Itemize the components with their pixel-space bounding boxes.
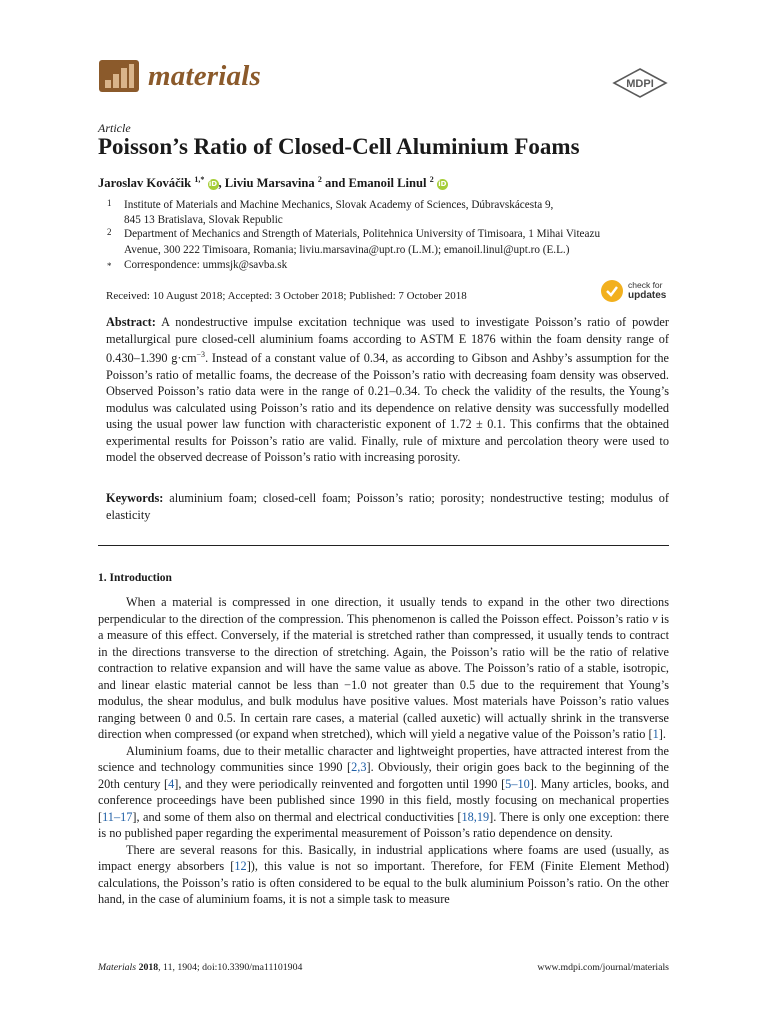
author-affiliation-mark: 2 (429, 175, 434, 184)
author-name: Emanoil Linul (348, 176, 427, 191)
author-affiliation-mark: 1,* (194, 175, 205, 184)
paragraph-text: ], and they were periodically reinvented and forgotten until 1990 [ (174, 776, 506, 791)
affiliation-mark: 1 (107, 198, 112, 208)
paragraph-text: ], and some of them also on thermal and electrical conductivities [ (132, 809, 462, 824)
paragraph-text: ]. Obviously, their origin goes back to the beginning of the 20th century [ (98, 760, 669, 791)
section-heading: 1. Introduction (98, 572, 172, 584)
affiliation-line: 845 13 Bratislava, Slovak Republic (124, 214, 283, 226)
abstract-text: A nondestructive impulse excitation technique was used to investigate Poisson’s ratio of powder metallurgical pure closed-cell aluminium foams according to ASTM E 1876 within the foam density range of 0.430–1.390 g·cm (106, 315, 669, 366)
paragraph (98, 594, 669, 743)
paragraph-text: There are several reasons for this. Basically, in industrial applications where foams are used (usually, as impact energy absorbers [ (98, 842, 669, 873)
orcid-icon[interactable]: iD (208, 180, 218, 189)
section-divider (98, 545, 669, 546)
footer-journal: Materials (98, 962, 137, 973)
affiliations (0, 196, 768, 276)
citation-link[interactable]: 2,3 (351, 760, 367, 774)
footer-doi: , 11, 1904; doi:10.3390/ma11101904 (158, 962, 303, 973)
mdpi-logo-text: MDPI (626, 78, 654, 90)
journal-logo-icon (97, 58, 141, 94)
orcid-icon[interactable]: iD (438, 180, 447, 189)
paragraph-text: When a material is compressed in one direction, it usually tends to expand in the other two directions perpendicular to the direction of the compression. This phenomenon is called the Poisson effect. Poisson’s ratio (98, 595, 669, 626)
affiliation-line: Department of Mechanics and Strength of Materials, Politehnica University of Timisoara, 1 Mihai Viteazu (124, 228, 601, 240)
introduction-body (98, 594, 669, 908)
paragraph (98, 743, 669, 842)
keywords-label: Keywords: (106, 491, 164, 505)
footer-url[interactable]: www.mdpi.com/journal/materials (537, 962, 669, 973)
citation-link[interactable]: 1 (652, 727, 659, 741)
abstract-label: Abstract: (106, 315, 156, 329)
abstract (106, 314, 669, 466)
symbol-nu: ν (652, 611, 658, 626)
affiliation-line: Institute of Materials and Machine Mechanics, Slovak Academy of Sciences, Dúbravskácesta 9, (124, 199, 554, 211)
check-for-updates-button[interactable] (601, 279, 671, 305)
check-updates-label: check for (628, 280, 663, 290)
abstract-text: . Instead of a constant value of 0.34, as according to Gibson and Ashby’s assumption for the Poisson’s ratio of metallic foams, the decrease of the Poisson’s ratio with decreasing foam density was observed. Observed Poisson’s ratio data were in the range of 0.21–0.34. To check the validity of the results, the Young’s modulus was calculated using Poisson’s ratio and its dependence on relative density was successfully modelled using the usual power law function with characteristic exponent of 1.72 ± 0.1. This confirms that the obtained experimental results for Poisson’s ratio are valid. Finally, rule of mixture and percolation theory were used to model the observed decrease of Poisson’s ratio with increasing porosity. (106, 351, 669, 465)
author-list (98, 175, 448, 191)
keywords-text: aluminium foam; closed-cell foam; Poisson’s ratio; porosity; nondestructive testing; modulus of elasticity (106, 491, 669, 522)
check-updates-icon (601, 280, 623, 302)
check-updates-label: updates (628, 290, 667, 301)
author-separator: , (218, 176, 225, 191)
citation-link[interactable]: 4 (168, 776, 175, 791)
mdpi-logo-icon (612, 68, 668, 98)
citation-link[interactable]: 11–17 (102, 809, 133, 824)
citation-link[interactable]: 18,19 (461, 809, 490, 824)
affiliation-line: Avenue, 300 222 Timisoara, Romania; liviu.marsavina@upt.ro (L.M.); emanoil.linul@upt.ro (E.L.) (124, 244, 570, 256)
author-name: Jaroslav Kováčik (98, 176, 192, 191)
article-type: Article (98, 121, 131, 135)
paragraph-text: ]), this value is not so important. Therefore, for FEM (Finite Element Method) calculations, the Poisson’s ratio is often considered to be equal to the bulk aluminium Poisson’s ratio. On the other hand, in the case of aluminium foams, it is not a simple task to measure (98, 859, 670, 906)
citation-link[interactable]: 12 (234, 859, 247, 873)
author-name: Liviu Marsavina (224, 176, 315, 191)
footer-citation (98, 962, 302, 973)
affiliation-mark: 2 (107, 227, 112, 237)
journal-name: materials (148, 60, 261, 92)
author-affiliation-mark: 2 (317, 175, 322, 184)
paragraph-text: ]. There is only one exception: there is no published paper regarding the experimental measurement of Poisson’s ratio dependence on density. (98, 809, 669, 840)
paragraph-text: Aluminium foams, due to their metallic character and lightweight properties, have attracted interest from the science and technology communities since 1990 [ (98, 743, 669, 774)
abstract-superscript: −3 (196, 350, 206, 359)
keywords (106, 490, 669, 523)
affiliation-mark: * (107, 261, 112, 271)
paper-title: Poisson’s Ratio of Closed-Cell Aluminium Foams (98, 134, 580, 159)
citation-link[interactable]: 5–10 (505, 776, 530, 791)
paragraph-text: is a measure of this effect. Conversely, if the material is stretched rather than compressed, it usually tends to contract in the directions transverse to the direction of stretching. Again, the Poisson’s ratio will be the ratio of relative contraction to relative expansion and will have the same value as above. The Poisson’s ratio of a stable, isotropic, and linear elastic material cannot be less than −1.0 not greater than 0.5 due to the requirement that Young’s modulus, the shear modulus, and bulk modulus have positive values. Most materials have Poisson’s ratio values ranging between 0 and 0.5. In certain rare cases, a material (called auxetic) will actually shrink in the transverse direction when compressed (or expand when stretched), which will yield a negative value of the Poisson’s ratio [ (98, 611, 669, 741)
paragraph-text: ]. Many articles, books, and conference proceedings have been published since 1990 in this field, mostly focusing on mechanical properties [ (98, 776, 669, 824)
paragraph-text: ]. (658, 727, 666, 741)
publication-dates: Received: 10 August 2018; Accepted: 3 October 2018; Published: 7 October 2018 (106, 290, 467, 302)
footer-year: 2018 (138, 962, 159, 973)
correspondence-line: Correspondence: ummsjk@savba.sk (124, 259, 288, 271)
author-separator: and (321, 176, 349, 191)
paragraph (98, 842, 669, 908)
